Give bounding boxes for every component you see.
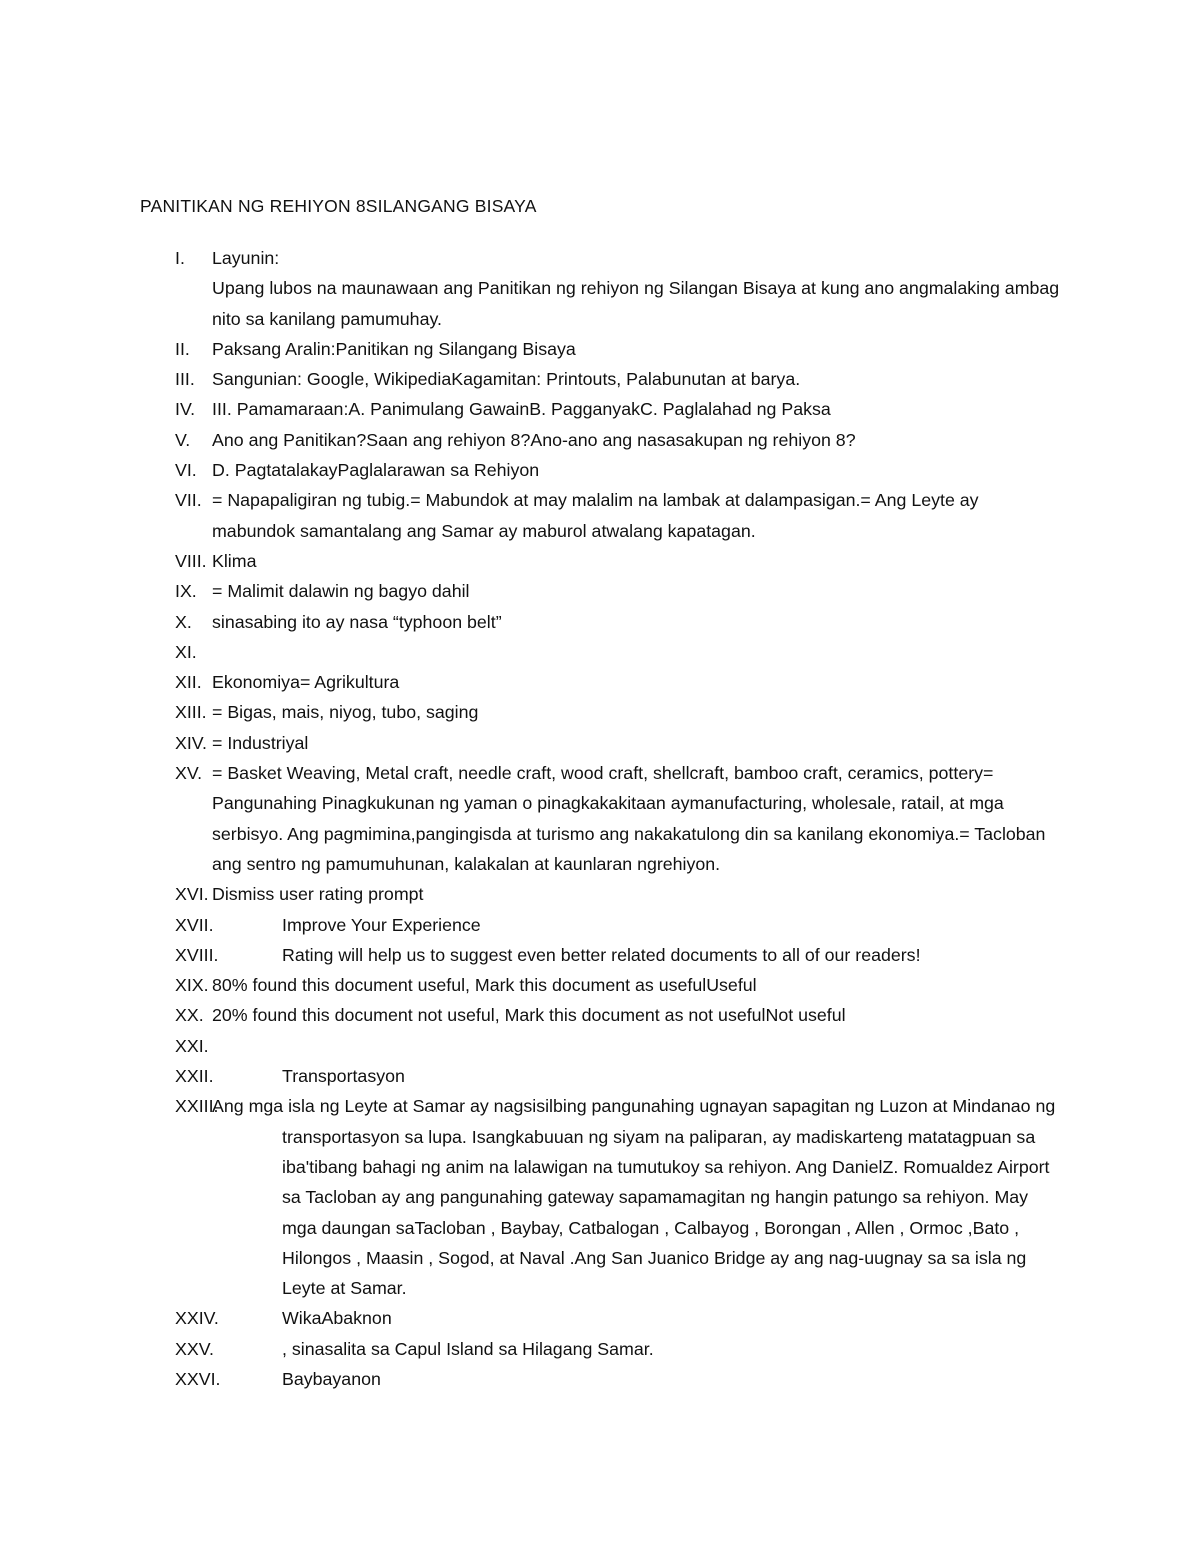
- list-item-text: Ekonomiya= Agrikultura: [212, 672, 400, 693]
- list-item-text: sinasabing ito ay nasa “typhoon belt”: [212, 611, 502, 632]
- list-item-text: 20% found this document not useful, Mark this document as not usefulNot useful: [212, 1005, 846, 1026]
- list-item-number: VII.: [175, 490, 202, 511]
- list-item-number: XXVI.: [175, 1368, 221, 1389]
- list-item-text: WikaAbaknon: [282, 1308, 392, 1329]
- list-item: [175, 1364, 1065, 1394]
- list-item: [175, 334, 1065, 364]
- outline-list: [175, 243, 1065, 1394]
- list-item-text: , sinasalita sa Capul Island sa Hilagang Samar.: [282, 1338, 654, 1359]
- list-item-number: VI.: [175, 460, 197, 481]
- list-item-number: XIV.: [175, 732, 207, 753]
- list-item: [175, 455, 1065, 485]
- list-item-text: [212, 1031, 1065, 1061]
- list-item-text: = Malimit dalawin ng bagyo dahil: [212, 581, 470, 602]
- list-item: [175, 1061, 1065, 1091]
- list-item-number: IV.: [175, 399, 196, 420]
- list-item-text: D. PagtatalakayPaglalarawan sa Rehiyon: [212, 460, 540, 481]
- list-item: [175, 576, 1065, 606]
- list-item: [175, 697, 1065, 727]
- list-item: [175, 910, 1065, 940]
- list-item: [175, 425, 1065, 455]
- list-item-text: Sangunian: Google, WikipediaKagamitan: Printouts, Palabunutan at barya.: [212, 369, 801, 390]
- list-item: [175, 1334, 1065, 1364]
- list-item: [175, 1303, 1065, 1333]
- list-item-number: XI.: [175, 641, 197, 662]
- list-item-text: Rating will help us to suggest even better related documents to all of our readers!: [282, 944, 921, 965]
- list-item-number: XII.: [175, 672, 202, 693]
- list-item: [175, 970, 1065, 1000]
- list-item-number: XIII.: [175, 702, 207, 723]
- list-item-number: I.: [175, 248, 185, 268]
- list-item-number: XXI.: [175, 1035, 209, 1056]
- list-item: [175, 879, 1065, 909]
- list-item-number: IX.: [175, 581, 197, 602]
- list-item-number: XV.: [175, 763, 203, 784]
- list-item-number: II.: [175, 338, 190, 359]
- list-item-text: = Bigas, mais, niyog, tubo, saging: [212, 702, 479, 723]
- list-item-number: V.: [175, 429, 191, 450]
- list-item-text: Improve Your Experience: [282, 914, 481, 935]
- list-item-text: Baybayanon: [282, 1368, 381, 1389]
- list-item: [175, 1000, 1065, 1030]
- list-item-text: [212, 637, 1065, 667]
- list-item: [175, 243, 1065, 273]
- list-item: [175, 485, 1065, 546]
- list-item-text: III. Pamamaraan:A. Panimulang GawainB. PagganyakC. Paglalahad ng Paksa: [212, 399, 831, 420]
- list-item-number: XXV.: [175, 1338, 214, 1359]
- list-item-number: XVI.: [175, 884, 209, 905]
- list-item-text: Layunin:: [212, 248, 280, 268]
- list-item: [175, 728, 1065, 758]
- list-item-text: 80% found this document useful, Mark this document as usefulUseful: [212, 975, 757, 996]
- list-item-number: X.: [175, 611, 192, 632]
- list-item-number: XVII.: [175, 914, 214, 935]
- list-item: [175, 1031, 1065, 1061]
- list-item-number: III.: [175, 369, 195, 390]
- list-item: [175, 667, 1065, 697]
- list-item: [175, 940, 1065, 970]
- list-item-number: [175, 273, 212, 334]
- list-item: [175, 394, 1065, 424]
- list-item-text: Upang lubos na maunawaan ang Panitikan ng rehiyon ng Silangan Bisaya at kung ano angmalaking ambag nito sa kanilang pamumuhay.: [212, 278, 1060, 329]
- list-item-text: = Basket Weaving, Metal craft, needle craft, wood craft, shellcraft, bamboo craft, ceramics, pottery= Pangunahing Pinagkukunan ng yaman o pinagkakakitaan aymanufacturing, wholesale, ratail, at mga serbisyo. Ang pagmimina,pangingisda at turismo ang nakakatulong din sa kanilang ekonomiya.= Tacloban ang sentro ng pamumuhunan, kalakalan at kaunlaran ngrehiyon.: [212, 763, 1046, 874]
- list-item: [175, 758, 1065, 879]
- list-item: [175, 1091, 1065, 1303]
- list-item-text: Transportasyon: [282, 1066, 405, 1087]
- list-item: [175, 607, 1065, 637]
- list-item-number: XIX.: [175, 975, 209, 996]
- list-item-number: XXIV.: [175, 1308, 219, 1329]
- list-item-number: XX.: [175, 1005, 204, 1026]
- list-item-text: Dismiss user rating prompt: [212, 884, 424, 905]
- list-item-text: Paksang Aralin:Panitikan ng Silangang Bisaya: [212, 338, 576, 359]
- list-item-number: XXII.: [175, 1066, 214, 1087]
- list-item: [175, 546, 1065, 576]
- list-item: [175, 637, 1065, 667]
- list-item-number: VIII.: [175, 550, 207, 571]
- list-item-text: Klima: [212, 550, 257, 571]
- list-item-text: Ang mga isla ng Leyte at Samar ay nagsisilbing pangunahing ugnayan sapagitan ng Luzon at Mindanao ng transportasyon sa lupa. Isangkabuuan ng siyam na paliparan, ay madiskarteng matatagpuan sa iba'tibang bahagi ng anim na lalawigan na tumutukoy sa rehiyon. Ang DanielZ. Romualdez Airport sa Tacloban ay ang pangunahing gateway sapamamagitan ng hangin patungo sa rehiyon. May mga daungan saTacloban , Baybay, Catbalogan , Calbayog , Borongan , Allen , Ormoc ,Bato , Hilongos , Maasin , Sogod, at Naval .Ang San Juanico Bridge ay ang nag-uugnay sa sa isla ng Leyte at Samar.: [212, 1096, 1056, 1299]
- list-item-text: = Napapaligiran ng tubig.= Mabundok at may malalim na lambak at dalampasigan.= Ang Leyte ay mabundok samantalang ang Samar ay maburol atwalang kapatagan.: [212, 490, 979, 541]
- list-item: [175, 273, 1065, 334]
- list-item-text: = Industriyal: [212, 732, 309, 753]
- list-item-text: Ano ang Panitikan?Saan ang rehiyon 8?Ano-ano ang nasasakupan ng rehiyon 8?: [212, 429, 856, 450]
- document-title: PANITIKAN NG REHIYON 8SILANGANG BISAYA: [140, 196, 537, 216]
- list-item: [175, 364, 1065, 394]
- list-item-number: XXIII.: [175, 1096, 219, 1117]
- list-item-number: XVIII.: [175, 944, 219, 965]
